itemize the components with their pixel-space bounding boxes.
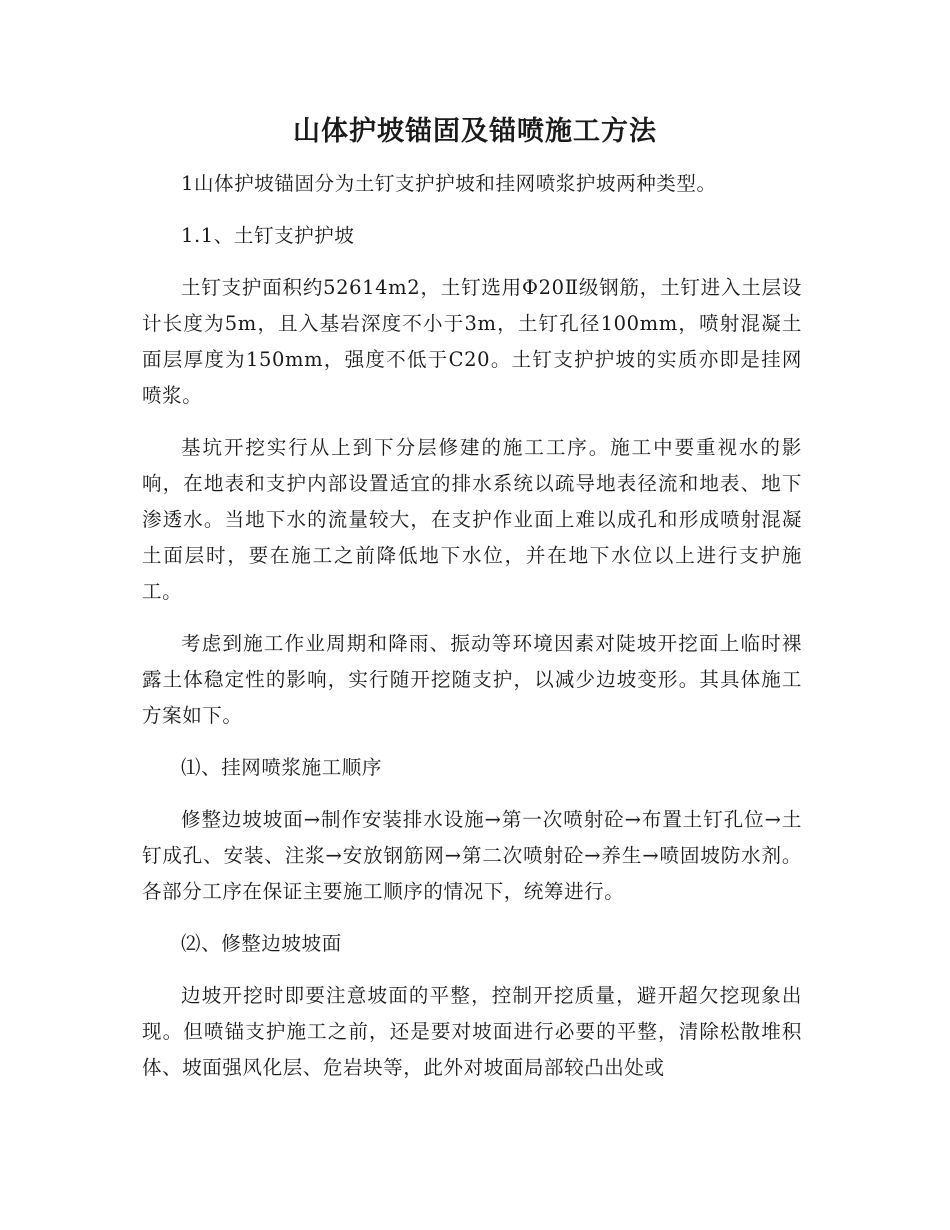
paragraph-intro: 1山体护坡锚固分为土钉支护护坡和挂网喷浆护坡两种类型。 — [181, 172, 717, 195]
paragraph-slope-trimming: 边坡开挖时即要注意坡面的平整，控制开挖质量，避开超欠挖现象出现。但喷锚支护施工之前，还是要对坡面进行必要的平整，清除松散堆积体、坡面强风化层、危岩块等，此外对坡面局部较凸出处或 — [142, 984, 802, 1079]
paragraph-sequence: 修整边坡坡面→制作安装排水设施→第一次喷射砼→布置土钉孔位→土钉成孔、安装、注浆→安放钢筋网→第二次喷射砼→养生→喷固坡防水剂。各部分工序在保证主要施工顺序的情况下，统筹进行。 — [142, 808, 802, 903]
section-heading-soil-nail: 1.1、土钉支护护坡 — [181, 224, 355, 247]
subheading-shotcrete-sequence: ⑴、挂网喷浆施工顺序 — [181, 756, 383, 779]
subheading-slope-trimming: ⑵、修整边坡坡面 — [181, 932, 342, 955]
paragraph-stability: 考虑到施工作业周期和降雨、振动等环境因素对陡坡开挖面上临时裸露土体稳定性的影响，实行随开挖随支护，以减少边坡变形。其具体施工方案如下。 — [142, 632, 802, 727]
document-title: 山体护坡锚固及锚喷施工方法 — [293, 116, 657, 147]
paragraph-excavation: 基坑开挖实行从上到下分层修建的施工工序。施工中要重视水的影响，在地表和支护内部设置适宜的排水系统以疏导地表径流和地表、地下渗透水。当地下水的流量较大，在支护作业面上难以成孔和形成喷射混凝土面层时，要在施工之前降低地下水位，并在地下水位以上进行支护施工。 — [142, 436, 802, 603]
paragraph-soil-nail-specs: 土钉支护面积约52614m2，土钉选用Φ20Ⅱ级钢筋，土钉进入土层设计长度为5m，且入基岩深度不小于3m，土钉孔径100mm，喷射混凝土面层厚度为150mm，强度不低于C20。土钉支护护坡的实质亦即是挂网喷浆。 — [142, 276, 802, 407]
document-body — [142, 166, 802, 1102]
